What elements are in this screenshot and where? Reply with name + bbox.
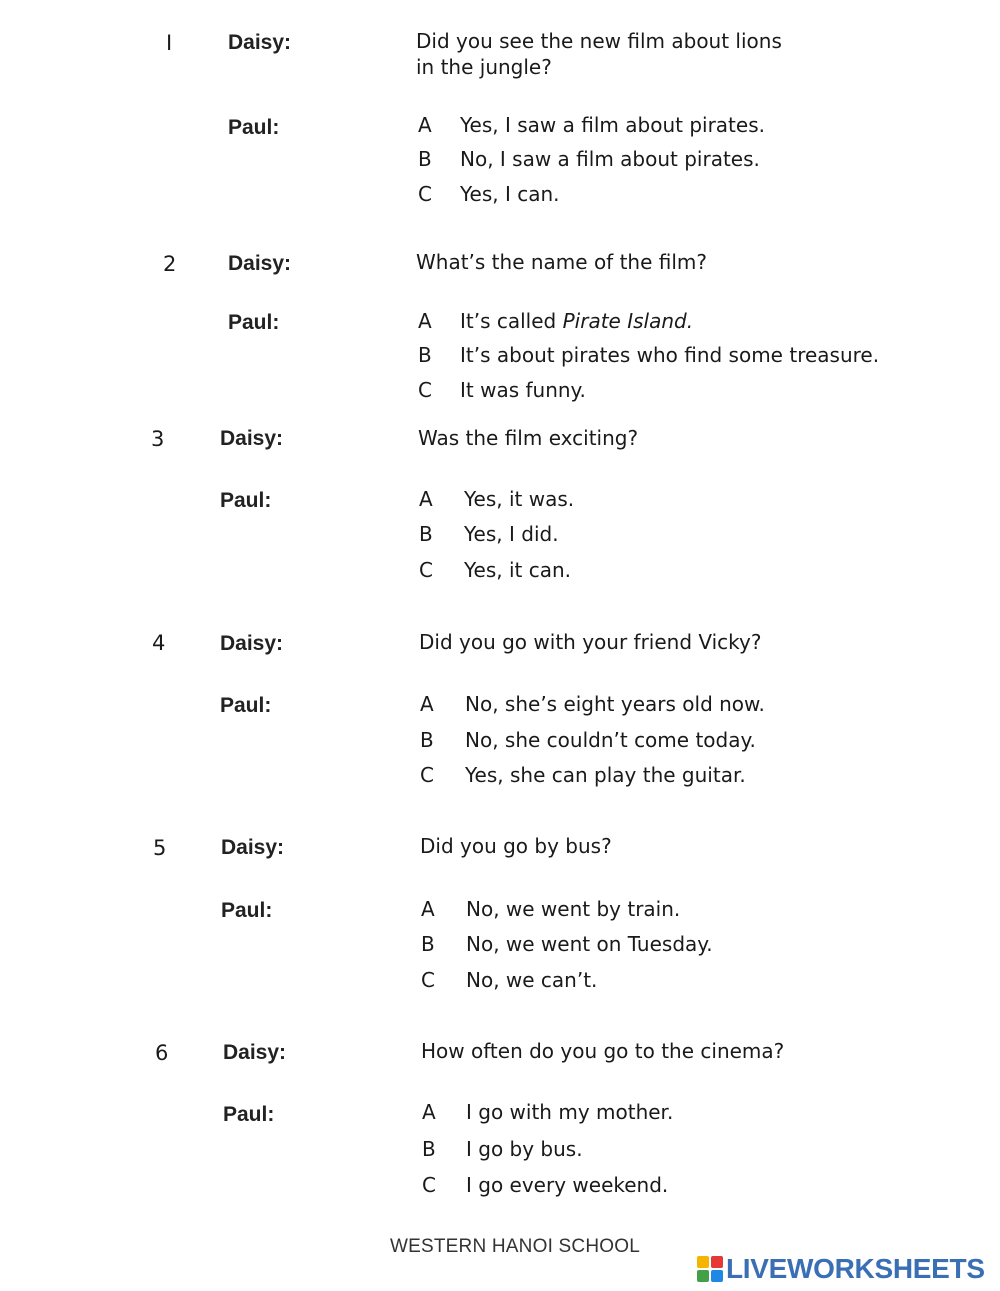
answer-option[interactable]	[418, 147, 760, 171]
option-text: It’s about pirates who find some treasure.	[460, 343, 880, 367]
responder-label: Paul:	[228, 311, 280, 334]
option-text: It’s called	[460, 309, 563, 333]
option-text: Yes, I saw a film about pirates.	[460, 113, 765, 137]
answer-option[interactable]	[419, 558, 571, 582]
asker-label: Daisy:	[223, 1041, 287, 1064]
option-text: I go every weekend.	[466, 1173, 669, 1197]
option-text: No, we can’t.	[466, 968, 598, 992]
option-letter: C	[421, 968, 435, 992]
answer-option[interactable]	[419, 487, 574, 511]
option-text: No, we went on Tuesday.	[466, 932, 713, 956]
option-letter: A	[421, 897, 435, 921]
school-footer: WESTERN HANOI SCHOOL	[390, 1236, 640, 1257]
liveworksheets-logo-icon	[697, 1256, 723, 1282]
film-title: Pirate Island.	[562, 309, 694, 333]
answer-option[interactable]	[420, 692, 765, 716]
option-text: No, I saw a film about pirates.	[460, 147, 760, 171]
logo-block	[697, 1270, 709, 1282]
option-text: I go by bus.	[466, 1137, 583, 1161]
option-text: It was funny.	[460, 378, 586, 402]
question-number: 5	[153, 836, 167, 860]
answer-option[interactable]	[418, 343, 879, 367]
option-text: I go with my mother.	[466, 1100, 674, 1124]
liveworksheets-brand[interactable]	[697, 1252, 985, 1286]
option-letter: A	[420, 692, 434, 716]
asker-label: Daisy:	[220, 632, 284, 655]
asker-label: Daisy:	[228, 31, 292, 54]
option-letter: B	[420, 728, 434, 752]
option-letter: A	[422, 1100, 436, 1124]
asker-label: Daisy:	[221, 836, 285, 859]
option-letter: A	[418, 113, 432, 137]
answer-option[interactable]	[421, 897, 680, 921]
option-text: No, she couldn’t come today.	[465, 728, 756, 752]
option-text: No, she’s eight years old now.	[465, 692, 765, 716]
option-letter: B	[422, 1137, 436, 1161]
question-number: 4	[152, 631, 166, 655]
asker-label: Daisy:	[220, 427, 284, 450]
option-letter: C	[418, 182, 432, 206]
option-letter: B	[421, 932, 435, 956]
option-text: Yes, I can.	[460, 182, 560, 206]
question-prompt: How often do you go to the cinema?	[421, 1039, 785, 1063]
option-letter: C	[418, 378, 432, 402]
option-letter: C	[420, 763, 434, 787]
option-letter: B	[418, 343, 432, 367]
option-text: No, we went by train.	[466, 897, 681, 921]
answer-option[interactable]	[422, 1173, 668, 1197]
option-text: Yes, it was.	[464, 487, 575, 511]
option-letter: A	[419, 487, 433, 511]
question-prompt: Was the film exciting?	[418, 426, 639, 450]
answer-option[interactable]	[418, 182, 560, 206]
question-prompt: What’s the name of the film?	[416, 250, 708, 274]
responder-label: Paul:	[228, 116, 280, 139]
logo-block	[711, 1270, 723, 1282]
answer-option[interactable]	[421, 932, 713, 956]
question-number: I	[166, 31, 173, 55]
answer-option[interactable]	[418, 113, 765, 137]
question-prompt: Did you go by bus?	[420, 834, 612, 858]
option-text: Yes, I did.	[464, 522, 559, 546]
answer-option[interactable]	[419, 522, 559, 546]
asker-label: Daisy:	[228, 252, 292, 275]
question-number: 6	[155, 1041, 169, 1065]
responder-label: Paul:	[221, 899, 273, 922]
answer-option[interactable]	[420, 763, 746, 787]
option-letter: B	[418, 147, 432, 171]
responder-label: Paul:	[220, 694, 272, 717]
option-letter: B	[419, 522, 433, 546]
question-prompt: Did you see the new film about lions in the jungle?	[416, 29, 782, 79]
question-number: 3	[151, 427, 165, 451]
option-letter: C	[422, 1173, 436, 1197]
logo-block	[697, 1256, 709, 1268]
option-letter: C	[419, 558, 433, 582]
option-text: Yes, it can.	[464, 558, 572, 582]
question-number: 2	[163, 252, 177, 276]
question-prompt: Did you go with your friend Vicky?	[419, 630, 762, 654]
answer-option[interactable]	[418, 309, 693, 333]
answer-option[interactable]	[422, 1137, 583, 1161]
answer-option[interactable]	[418, 378, 586, 402]
option-letter: A	[418, 309, 432, 333]
responder-label: Paul:	[223, 1103, 275, 1126]
answer-option[interactable]	[420, 728, 756, 752]
answer-option[interactable]	[422, 1100, 673, 1124]
responder-label: Paul:	[220, 489, 272, 512]
answer-option[interactable]	[421, 968, 597, 992]
brand-name: LIVEWORKSHEETS	[726, 1253, 985, 1284]
logo-block	[711, 1256, 723, 1268]
option-text: Yes, she can play the guitar.	[465, 763, 746, 787]
